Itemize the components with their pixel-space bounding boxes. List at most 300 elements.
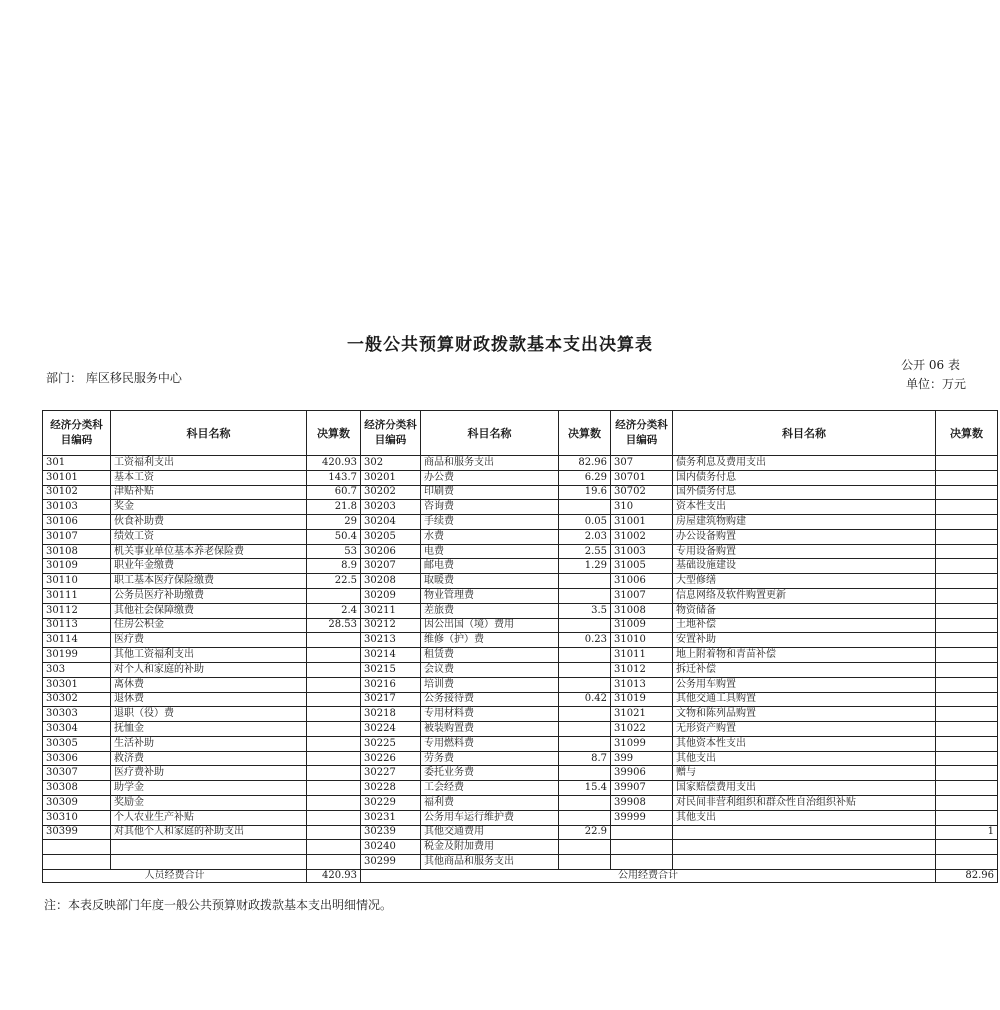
- cell-code: 30224: [361, 722, 421, 737]
- cell-code: 30307: [43, 766, 111, 781]
- cell-amount: [936, 500, 998, 515]
- cell-name: 公务用车购置: [673, 677, 936, 692]
- cell-amount: [307, 825, 361, 840]
- cell-amount: 21.8: [307, 500, 361, 515]
- cell-code: 30240: [361, 840, 421, 855]
- cell-name: 专用燃料费: [421, 736, 559, 751]
- cell-name: 取暖费: [421, 574, 559, 589]
- header-amount-3: 决算数: [936, 411, 998, 456]
- cell-code: 30206: [361, 544, 421, 559]
- cell-code: 30225: [361, 736, 421, 751]
- cell-code: 30202: [361, 485, 421, 500]
- table-row: [43, 633, 998, 648]
- table-header-row: [43, 411, 998, 456]
- cell-amount: [307, 855, 361, 870]
- cell-amount: [936, 618, 998, 633]
- cell-name: 基础设施建设: [673, 559, 936, 574]
- cell-name: 委托业务费: [421, 766, 559, 781]
- table-row: [43, 470, 998, 485]
- table-row: [43, 766, 998, 781]
- table-row: [43, 603, 998, 618]
- cell-amount: 1.29: [559, 559, 611, 574]
- cell-amount: 8.9: [307, 559, 361, 574]
- table-row: [43, 855, 998, 870]
- cell-code: 30218: [361, 707, 421, 722]
- cell-code: 30701: [611, 470, 673, 485]
- cell-amount: [936, 559, 998, 574]
- cell-amount: [936, 810, 998, 825]
- cell-code: 31011: [611, 648, 673, 663]
- table-row: [43, 500, 998, 515]
- cell-name: [673, 825, 936, 840]
- cell-code: 30113: [43, 618, 111, 633]
- cell-code: 30114: [43, 633, 111, 648]
- cell-amount: [559, 677, 611, 692]
- cell-amount: 2.55: [559, 544, 611, 559]
- cell-code: 30229: [361, 795, 421, 810]
- cell-amount: [559, 618, 611, 633]
- cell-amount: [936, 795, 998, 810]
- cell-amount: [307, 781, 361, 796]
- cell-name: 对其他个人和家庭的补助支出: [111, 825, 307, 840]
- cell-name: 会议费: [421, 662, 559, 677]
- cell-name: 专用材料费: [421, 707, 559, 722]
- cell-amount: 143.7: [307, 470, 361, 485]
- cell-amount: [307, 707, 361, 722]
- cell-name: [673, 840, 936, 855]
- cell-code: 30299: [361, 855, 421, 870]
- cell-code: 30310: [43, 810, 111, 825]
- cell-amount: [936, 766, 998, 781]
- cell-name: 国家赔偿费用支出: [673, 781, 936, 796]
- cell-name: 助学金: [111, 781, 307, 796]
- cell-name: 公务接待费: [421, 692, 559, 707]
- cell-code: 30301: [43, 677, 111, 692]
- header-amount-2: 决算数: [559, 411, 611, 456]
- cell-name: 工资福利支出: [111, 456, 307, 471]
- cell-amount: [936, 855, 998, 870]
- cell-amount: [936, 633, 998, 648]
- personnel-total-label: 人员经费合计: [43, 870, 307, 883]
- cell-amount: 19.6: [559, 485, 611, 500]
- cell-amount: [559, 662, 611, 677]
- cell-name: 绩效工资: [111, 529, 307, 544]
- cell-name: 生活补助: [111, 736, 307, 751]
- cell-name: 其他商品和服务支出: [421, 855, 559, 870]
- cell-amount: [559, 840, 611, 855]
- cell-code: 30103: [43, 500, 111, 515]
- cell-code: 302: [361, 456, 421, 471]
- cell-name: 医疗费: [111, 633, 307, 648]
- cell-name: 离休费: [111, 677, 307, 692]
- cell-amount: 22.9: [559, 825, 611, 840]
- cell-code: 30101: [43, 470, 111, 485]
- cell-amount: [307, 766, 361, 781]
- cell-code: 31022: [611, 722, 673, 737]
- cell-amount: 0.05: [559, 515, 611, 530]
- cell-code: 30209: [361, 589, 421, 604]
- personnel-total-amount: 420.93: [307, 870, 361, 883]
- public-total-amount: 82.96: [936, 870, 998, 883]
- cell-name: 其他支出: [673, 751, 936, 766]
- cell-code: 30112: [43, 603, 111, 618]
- cell-name: 税金及附加费用: [421, 840, 559, 855]
- cell-amount: 3.5: [559, 603, 611, 618]
- cell-code: 31007: [611, 589, 673, 604]
- cell-name: 办公设备购置: [673, 529, 936, 544]
- header-name-3: 科目名称: [673, 411, 936, 456]
- cell-code: [611, 825, 673, 840]
- cell-name: 其他支出: [673, 810, 936, 825]
- cell-name: 奖金: [111, 500, 307, 515]
- table-row: [43, 515, 998, 530]
- cell-name: 退休费: [111, 692, 307, 707]
- cell-name: 专用设备购置: [673, 544, 936, 559]
- cell-name: 医疗费补助: [111, 766, 307, 781]
- cell-amount: [307, 662, 361, 677]
- cell-amount: [936, 662, 998, 677]
- cell-amount: [559, 810, 611, 825]
- cell-amount: [936, 781, 998, 796]
- cell-amount: [559, 707, 611, 722]
- table-body: [43, 456, 998, 870]
- page-title: 一般公共预算财政拨款基本支出决算表: [347, 335, 653, 355]
- cell-name: 住房公积金: [111, 618, 307, 633]
- cell-amount: [936, 529, 998, 544]
- cell-name: 债务利息及费用支出: [673, 456, 936, 471]
- cell-amount: [936, 589, 998, 604]
- cell-code: 30306: [43, 751, 111, 766]
- table-row: [43, 529, 998, 544]
- cell-code: 30231: [361, 810, 421, 825]
- cell-amount: 53: [307, 544, 361, 559]
- table-row: [43, 456, 998, 471]
- cell-code: 31002: [611, 529, 673, 544]
- cell-code: [611, 855, 673, 870]
- cell-name: 租赁费: [421, 648, 559, 663]
- cell-code: 31010: [611, 633, 673, 648]
- cell-amount: [559, 795, 611, 810]
- cell-code: 31001: [611, 515, 673, 530]
- cell-amount: [936, 751, 998, 766]
- cell-name: 其他工资福利支出: [111, 648, 307, 663]
- cell-code: 31021: [611, 707, 673, 722]
- cell-name: 公务员医疗补助缴费: [111, 589, 307, 604]
- header-code-2: 经济分类科目编码: [361, 411, 421, 456]
- cell-amount: 15.4: [559, 781, 611, 796]
- cell-code: 30303: [43, 707, 111, 722]
- cell-amount: 2.4: [307, 603, 361, 618]
- header-name-2: 科目名称: [421, 411, 559, 456]
- table-row: [43, 662, 998, 677]
- cell-code: 30109: [43, 559, 111, 574]
- table-row: [43, 781, 998, 796]
- cell-name: 奖励金: [111, 795, 307, 810]
- cell-code: 30110: [43, 574, 111, 589]
- cell-code: 31009: [611, 618, 673, 633]
- cell-name: 公务用车运行维护费: [421, 810, 559, 825]
- cell-name: [673, 855, 936, 870]
- cell-amount: [307, 736, 361, 751]
- cell-code: 30702: [611, 485, 673, 500]
- cell-amount: [936, 485, 998, 500]
- cell-amount: [936, 707, 998, 722]
- expenditure-table: [42, 410, 998, 883]
- cell-name: 基本工资: [111, 470, 307, 485]
- cell-code: [43, 840, 111, 855]
- cell-amount: [307, 840, 361, 855]
- cell-amount: 8.7: [559, 751, 611, 766]
- cell-name: 津贴补贴: [111, 485, 307, 500]
- cell-code: 30213: [361, 633, 421, 648]
- cell-amount: 50.4: [307, 529, 361, 544]
- cell-amount: [936, 470, 998, 485]
- cell-name: 救济费: [111, 751, 307, 766]
- cell-amount: [936, 736, 998, 751]
- cell-amount: 2.03: [559, 529, 611, 544]
- cell-code: 303: [43, 662, 111, 677]
- cell-code: 30309: [43, 795, 111, 810]
- cell-code: 30201: [361, 470, 421, 485]
- table-row: [43, 707, 998, 722]
- cell-name: 资本性支出: [673, 500, 936, 515]
- cell-amount: [936, 648, 998, 663]
- cell-code: 39908: [611, 795, 673, 810]
- cell-code: 30199: [43, 648, 111, 663]
- cell-name: 职工基本医疗保险缴费: [111, 574, 307, 589]
- table-row: [43, 840, 998, 855]
- cell-code: [43, 855, 111, 870]
- cell-name: 国内债务付息: [673, 470, 936, 485]
- cell-code: 30205: [361, 529, 421, 544]
- cell-code: 31019: [611, 692, 673, 707]
- table-row: [43, 722, 998, 737]
- cell-amount: [559, 648, 611, 663]
- cell-name: 差旅费: [421, 603, 559, 618]
- cell-name: 伙食补助费: [111, 515, 307, 530]
- cell-amount: 1: [936, 825, 998, 840]
- table-row: [43, 825, 998, 840]
- cell-name: 被装购置费: [421, 722, 559, 737]
- cell-code: 30208: [361, 574, 421, 589]
- table-row: [43, 559, 998, 574]
- cell-amount: 60.7: [307, 485, 361, 500]
- unit-label: 单位：万元: [905, 377, 966, 391]
- cell-amount: [559, 722, 611, 737]
- cell-amount: 82.96: [559, 456, 611, 471]
- header-amount-1: 决算数: [307, 411, 361, 456]
- cell-amount: 28.53: [307, 618, 361, 633]
- cell-amount: [307, 677, 361, 692]
- table-row: [43, 544, 998, 559]
- cell-amount: 29: [307, 515, 361, 530]
- cell-name: 培训费: [421, 677, 559, 692]
- table-row: [43, 677, 998, 692]
- cell-amount: [559, 589, 611, 604]
- cell-code: 30111: [43, 589, 111, 604]
- cell-name: 咨询费: [421, 500, 559, 515]
- cell-name: [111, 840, 307, 855]
- cell-amount: [559, 574, 611, 589]
- cell-code: 30302: [43, 692, 111, 707]
- cell-code: 310: [611, 500, 673, 515]
- cell-name: 办公费: [421, 470, 559, 485]
- header-code-1: 经济分类科目编码: [43, 411, 111, 456]
- cell-amount: [936, 515, 998, 530]
- cell-name: 邮电费: [421, 559, 559, 574]
- cell-amount: 22.5: [307, 574, 361, 589]
- cell-name: 印刷费: [421, 485, 559, 500]
- cell-amount: [307, 795, 361, 810]
- cell-amount: [307, 633, 361, 648]
- cell-code: 31012: [611, 662, 673, 677]
- cell-name: [111, 855, 307, 870]
- cell-name: 赠与: [673, 766, 936, 781]
- cell-name: 对民间非营利组织和群众性自治组织补贴: [673, 795, 936, 810]
- cell-code: 30226: [361, 751, 421, 766]
- cell-name: 国外债务付息: [673, 485, 936, 500]
- department-label: 部门： 库区移民服务中心: [46, 371, 182, 385]
- cell-amount: 420.93: [307, 456, 361, 471]
- cell-name: 其他社会保障缴费: [111, 603, 307, 618]
- cell-code: 31099: [611, 736, 673, 751]
- cell-code: 30107: [43, 529, 111, 544]
- cell-code: 399: [611, 751, 673, 766]
- cell-amount: [559, 500, 611, 515]
- cell-name: 商品和服务支出: [421, 456, 559, 471]
- cell-code: 30308: [43, 781, 111, 796]
- table-row: [43, 692, 998, 707]
- header-name-1: 科目名称: [111, 411, 307, 456]
- cell-code: 31008: [611, 603, 673, 618]
- cell-name: 拆迁补偿: [673, 662, 936, 677]
- cell-amount: [936, 692, 998, 707]
- cell-amount: [936, 544, 998, 559]
- cell-name: 土地补偿: [673, 618, 936, 633]
- cell-code: 307: [611, 456, 673, 471]
- cell-name: 物资储备: [673, 603, 936, 618]
- cell-amount: [307, 692, 361, 707]
- cell-name: 无形资产购置: [673, 722, 936, 737]
- cell-name: 劳务费: [421, 751, 559, 766]
- table-row: [43, 736, 998, 751]
- cell-code: 30215: [361, 662, 421, 677]
- cell-name: 退职（役）费: [111, 707, 307, 722]
- cell-code: 30305: [43, 736, 111, 751]
- cell-amount: 0.42: [559, 692, 611, 707]
- cell-code: 30212: [361, 618, 421, 633]
- cell-amount: [307, 648, 361, 663]
- cell-name: 其他交通工具购置: [673, 692, 936, 707]
- cell-code: 30102: [43, 485, 111, 500]
- cell-code: 301: [43, 456, 111, 471]
- cell-name: 水费: [421, 529, 559, 544]
- cell-amount: 0.23: [559, 633, 611, 648]
- table-row: [43, 795, 998, 810]
- cell-name: 文物和陈列品购置: [673, 707, 936, 722]
- cell-code: 31013: [611, 677, 673, 692]
- cell-name: 个人农业生产补贴: [111, 810, 307, 825]
- form-number: 公开 06 表: [901, 358, 960, 372]
- cell-name: 其他资本性支出: [673, 736, 936, 751]
- cell-code: 30207: [361, 559, 421, 574]
- cell-code: 30214: [361, 648, 421, 663]
- cell-name: 工会经费: [421, 781, 559, 796]
- cell-name: 维修（护）费: [421, 633, 559, 648]
- cell-code: 30204: [361, 515, 421, 530]
- cell-name: 手续费: [421, 515, 559, 530]
- cell-code: [611, 840, 673, 855]
- cell-name: 福利费: [421, 795, 559, 810]
- cell-amount: [936, 722, 998, 737]
- cell-amount: [936, 677, 998, 692]
- cell-code: 30211: [361, 603, 421, 618]
- cell-code: 30304: [43, 722, 111, 737]
- cell-name: 职业年金缴费: [111, 559, 307, 574]
- cell-name: 其他交通费用: [421, 825, 559, 840]
- table-row: [43, 589, 998, 604]
- cell-amount: [559, 855, 611, 870]
- cell-amount: [936, 603, 998, 618]
- cell-code: 30106: [43, 515, 111, 530]
- cell-name: 安置补助: [673, 633, 936, 648]
- table-row: [43, 618, 998, 633]
- table-row: [43, 751, 998, 766]
- cell-amount: [936, 574, 998, 589]
- cell-name: 房屋建筑物购建: [673, 515, 936, 530]
- table-row: [43, 574, 998, 589]
- cell-name: 地上附着物和青苗补偿: [673, 648, 936, 663]
- cell-name: 对个人和家庭的补助: [111, 662, 307, 677]
- cell-name: 物业管理费: [421, 589, 559, 604]
- cell-amount: [936, 840, 998, 855]
- cell-code: 30216: [361, 677, 421, 692]
- public-total-label: 公用经费合计: [361, 870, 936, 883]
- cell-code: 30217: [361, 692, 421, 707]
- cell-code: 30239: [361, 825, 421, 840]
- cell-name: 电费: [421, 544, 559, 559]
- totals-row: [43, 870, 998, 883]
- cell-code: 39999: [611, 810, 673, 825]
- cell-amount: [307, 589, 361, 604]
- table-row: [43, 810, 998, 825]
- header-code-3: 经济分类科目编码: [611, 411, 673, 456]
- cell-code: 30228: [361, 781, 421, 796]
- cell-code: 30399: [43, 825, 111, 840]
- cell-amount: [559, 736, 611, 751]
- cell-code: 30108: [43, 544, 111, 559]
- footnote: 注：本表反映部门年度一般公共预算财政拨款基本支出明细情况。: [44, 898, 393, 912]
- cell-name: 机关事业单位基本养老保险费: [111, 544, 307, 559]
- cell-code: 31006: [611, 574, 673, 589]
- cell-amount: [936, 456, 998, 471]
- cell-amount: [307, 722, 361, 737]
- cell-code: 30203: [361, 500, 421, 515]
- cell-code: 39906: [611, 766, 673, 781]
- cell-code: 31005: [611, 559, 673, 574]
- cell-amount: 6.29: [559, 470, 611, 485]
- table-row: [43, 485, 998, 500]
- cell-code: 39907: [611, 781, 673, 796]
- cell-code: 30227: [361, 766, 421, 781]
- cell-amount: [559, 766, 611, 781]
- cell-name: 大型修缮: [673, 574, 936, 589]
- cell-code: 31003: [611, 544, 673, 559]
- cell-name: 信息网络及软件购置更新: [673, 589, 936, 604]
- table-row: [43, 648, 998, 663]
- cell-name: 抚恤金: [111, 722, 307, 737]
- cell-amount: [307, 810, 361, 825]
